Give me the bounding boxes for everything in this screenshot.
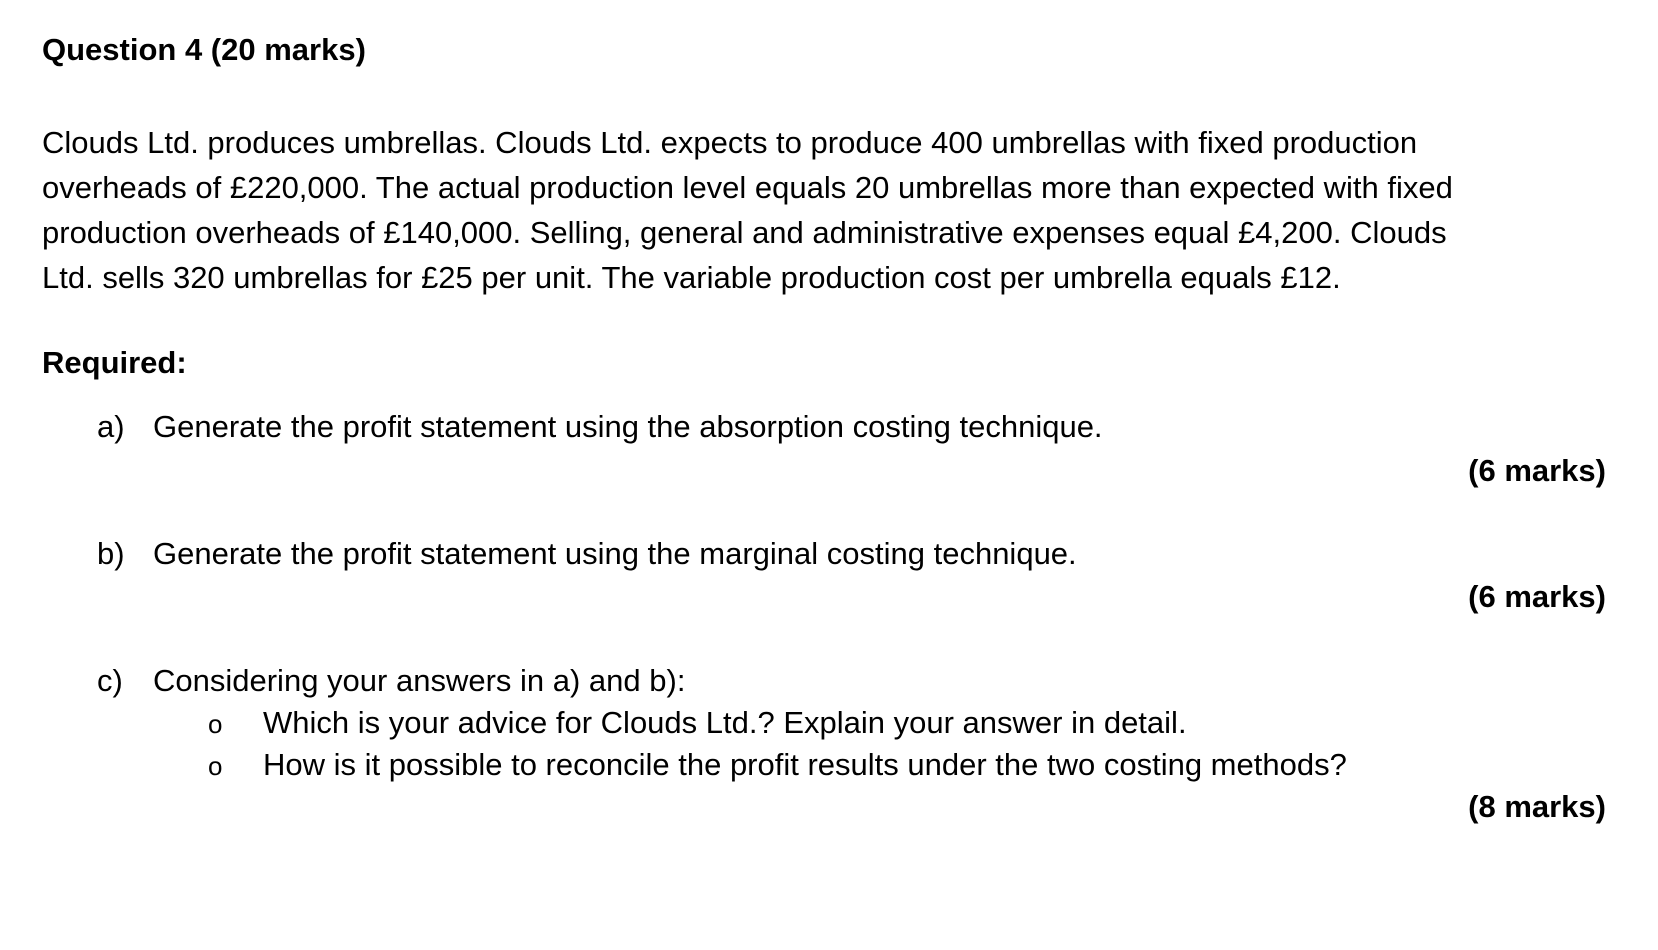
required-label: Required: bbox=[42, 345, 187, 380]
part-c-letter: c) bbox=[97, 663, 123, 698]
part-a-marks: (6 marks) bbox=[1468, 453, 1606, 488]
part-a bbox=[97, 409, 1103, 445]
paragraph-line: overheads of £220,000. The actual production level equals 20 umbrellas more than expected with fixed bbox=[42, 170, 1453, 205]
part-c-text: Considering your answers in a) and b): bbox=[153, 663, 686, 698]
part-c bbox=[97, 663, 685, 699]
part-b-text: Generate the profit statement using the marginal costing technique. bbox=[153, 536, 1077, 571]
part-a-text: Generate the profit statement using the absorption costing technique. bbox=[153, 409, 1103, 444]
circle-bullet-icon: o bbox=[208, 751, 223, 781]
part-b-letter: b) bbox=[97, 536, 125, 571]
question-paragraph bbox=[42, 120, 1622, 300]
circle-bullet-icon: o bbox=[208, 709, 223, 739]
question-heading: Question 4 (20 marks) bbox=[42, 32, 366, 67]
part-c-subpoint bbox=[208, 747, 1347, 783]
subpoint-text: How is it possible to reconcile the profit results under the two costing methods? bbox=[263, 747, 1347, 782]
part-a-letter: a) bbox=[97, 409, 125, 444]
part-c-marks: (8 marks) bbox=[1468, 789, 1606, 824]
paragraph-line: Clouds Ltd. produces umbrellas. Clouds Ltd. expects to produce 400 umbrellas with fixed production bbox=[42, 125, 1418, 160]
paragraph-line: Ltd. sells 320 umbrellas for £25 per unit. The variable production cost per umbrella equals £12. bbox=[42, 260, 1341, 295]
part-b-marks: (6 marks) bbox=[1468, 579, 1606, 614]
part-c-subpoint bbox=[208, 705, 1187, 741]
part-b bbox=[97, 536, 1077, 572]
subpoint-text: Which is your advice for Clouds Ltd.? Explain your answer in detail. bbox=[263, 705, 1187, 740]
paragraph-line: production overheads of £140,000. Selling, general and administrative expenses equal £4,200. Clouds bbox=[42, 215, 1447, 250]
